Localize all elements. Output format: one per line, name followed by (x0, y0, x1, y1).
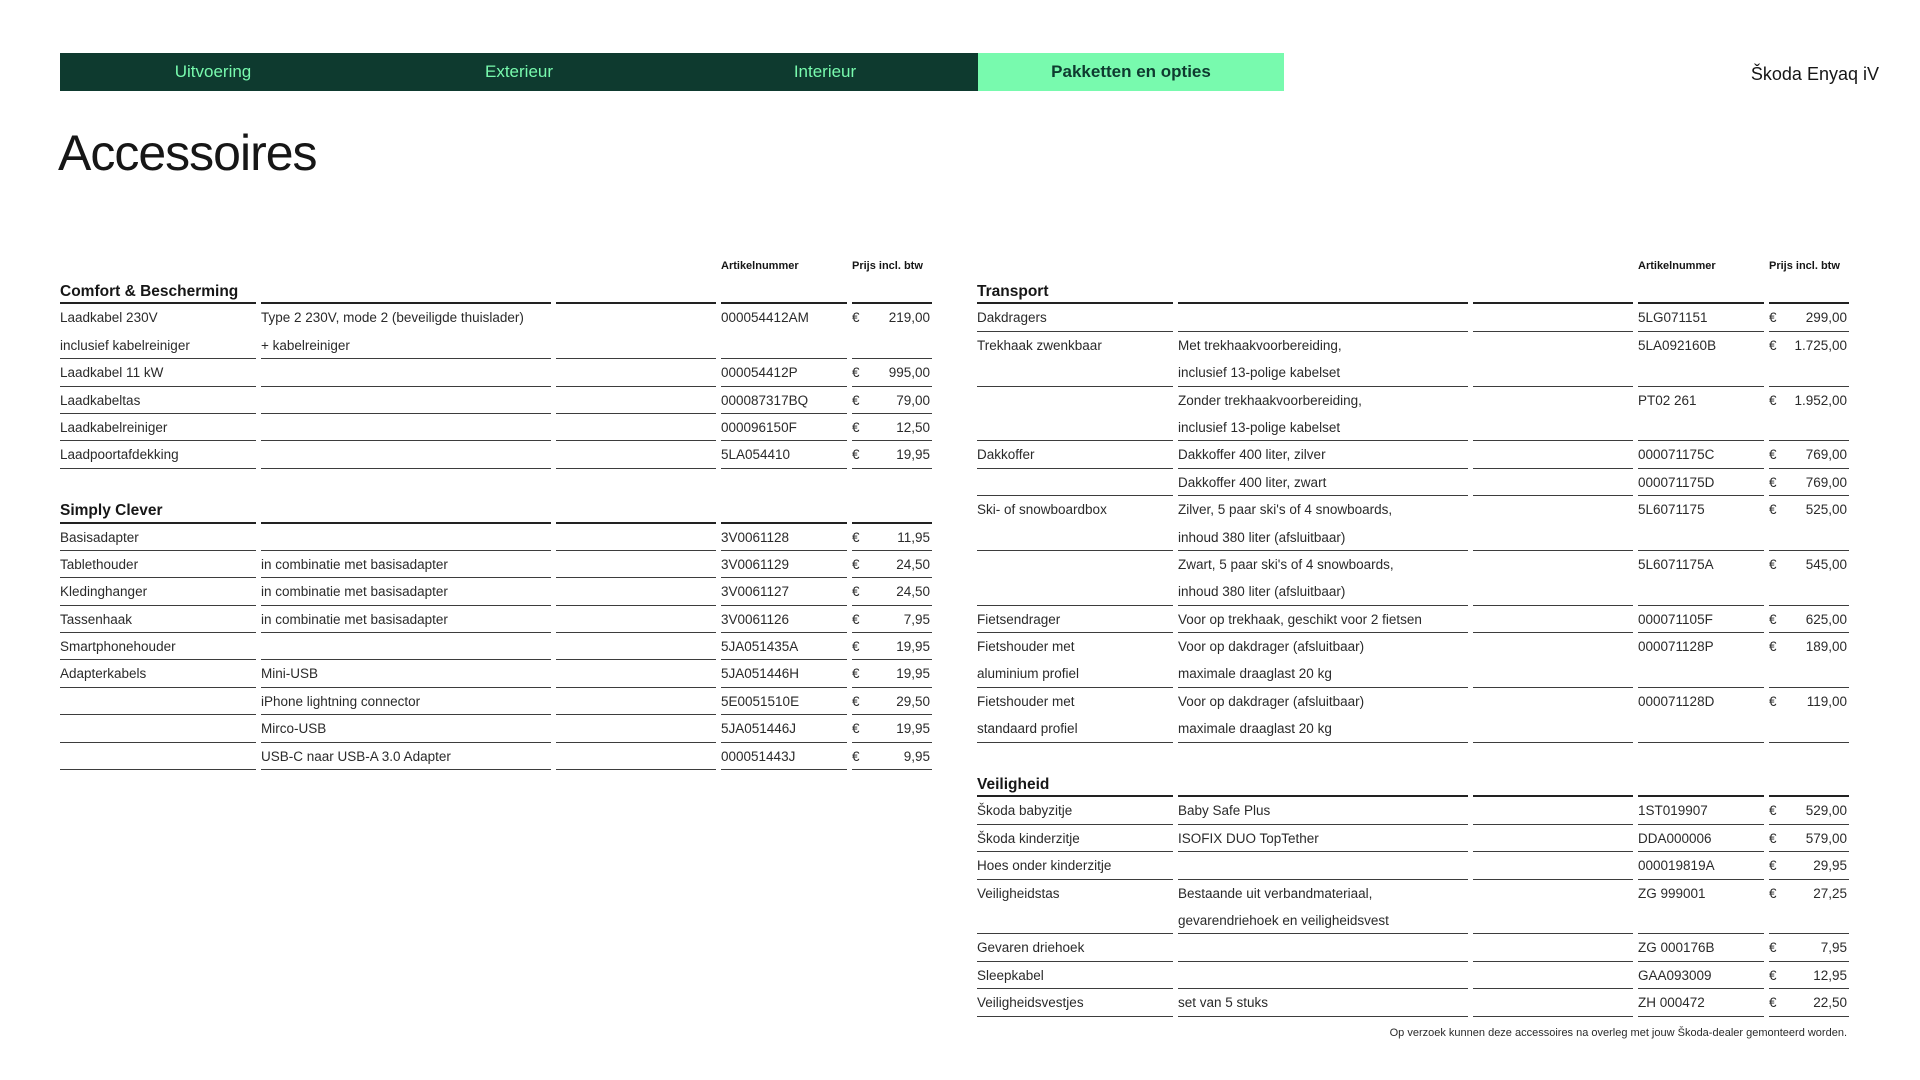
item-article-number (1638, 660, 1764, 687)
item-article-number: 5JA051446H (721, 660, 847, 687)
item-price (852, 606, 932, 633)
price-amount: 22,50 (1813, 995, 1847, 1011)
item-description: Mirco-USB (261, 715, 551, 742)
item-description: + kabelreiniger (261, 332, 551, 359)
item-description: Mini-USB (261, 660, 551, 687)
currency-symbol: € (1769, 639, 1777, 655)
section-title: Veiligheid (977, 770, 1173, 797)
item-article-number: 000051443J (721, 743, 847, 770)
currency-symbol: € (1769, 392, 1777, 408)
item-name: Gevaren driehoek (977, 934, 1173, 961)
item-spacer (1473, 441, 1633, 468)
item-article-number: 000071128P (1638, 639, 1714, 655)
item-article-number (1638, 907, 1764, 934)
item-name: Fietshouder met (977, 693, 1075, 709)
item-spacer (1473, 962, 1633, 989)
item-name: aluminium profiel (977, 660, 1173, 687)
item-description (261, 359, 551, 386)
section-rule (852, 277, 932, 304)
price-amount: 24,50 (896, 584, 930, 600)
section-title: Comfort & Bescherming (60, 277, 256, 304)
currency-symbol: € (1769, 693, 1777, 709)
column-header-article: Artikelnummer (1638, 260, 1716, 272)
item-description: inclusief 13-polige kabelset (1178, 359, 1468, 386)
currency-symbol: € (852, 447, 860, 463)
item-name: Laadkabel 11 kW (60, 359, 256, 386)
item-article-number: PT02 261 (1638, 392, 1697, 408)
item-article-number (1638, 524, 1764, 551)
item-description: Zonder trekhaakvoorbereiding, (1178, 392, 1362, 408)
item-description: maximale draaglast 20 kg (1178, 660, 1468, 687)
item-description (261, 524, 551, 551)
item-price (1769, 934, 1849, 961)
currency-symbol: € (1769, 858, 1777, 874)
item-description (1178, 934, 1468, 961)
price-amount: 219,00 (888, 310, 930, 326)
item-spacer (556, 688, 716, 715)
item-name (977, 414, 1173, 441)
item-price (852, 414, 932, 441)
section-rule (1769, 277, 1849, 304)
currency-symbol: € (852, 748, 860, 764)
item-name: Tablethouder (60, 551, 256, 578)
price-amount: 24,50 (896, 556, 930, 572)
item-description (261, 633, 551, 660)
price-amount: 299,00 (1805, 310, 1847, 326)
item-spacer (1473, 660, 1633, 687)
item-price (852, 387, 932, 414)
price-amount: 769,00 (1805, 474, 1847, 490)
item-description: set van 5 stuks (1178, 989, 1468, 1016)
item-price (852, 551, 932, 578)
item-description: Baby Safe Plus (1178, 797, 1468, 824)
item-name (977, 387, 1173, 414)
item-price (1769, 441, 1849, 468)
price-amount: 27,25 (1813, 885, 1847, 901)
item-spacer (1473, 688, 1633, 715)
item-article-number: DDA000006 (1638, 825, 1764, 852)
item-article-number: 5L6071175 (1638, 502, 1705, 518)
item-description: Voor op trekhaak, geschikt voor 2 fietsen (1178, 606, 1468, 633)
item-article-number: 000071105F (1638, 606, 1764, 633)
item-article-number: 000019819A (1638, 852, 1764, 879)
item-description: Type 2 230V, mode 2 (beveiligde thuislader) (261, 310, 524, 326)
item-article-number: 000071175D (1638, 469, 1764, 496)
currency-symbol: € (852, 666, 860, 682)
item-article-number: 5LA092160B (1638, 337, 1717, 353)
tab-interieur[interactable]: Interieur (672, 53, 978, 91)
item-description (1178, 852, 1468, 879)
item-article-number: 000087317BQ (721, 387, 847, 414)
item-name: Dakkoffer (977, 441, 1173, 468)
price-amount: 19,95 (896, 666, 930, 682)
item-price (852, 441, 932, 468)
item-spacer (556, 660, 716, 687)
tab-exterieur[interactable]: Exterieur (366, 53, 672, 91)
price-amount: 9,95 (903, 748, 930, 764)
price-amount: 29,95 (1813, 858, 1847, 874)
item-price (1769, 387, 1849, 414)
item-description: USB-C naar USB-A 3.0 Adapter (261, 743, 551, 770)
price-amount: 189,00 (1805, 639, 1847, 655)
item-price (1769, 332, 1849, 359)
price-amount: 525,00 (1805, 502, 1847, 518)
item-article-number (721, 332, 847, 359)
item-price (1769, 989, 1849, 1016)
item-spacer (1473, 880, 1633, 907)
item-name: Basisadapter (60, 524, 256, 551)
item-price (852, 332, 932, 359)
currency-symbol: € (852, 419, 860, 435)
item-article-number: 000054412P (721, 359, 847, 386)
item-description: inhoud 380 liter (afsluitbaar) (1178, 524, 1468, 551)
item-description: Dakkoffer 400 liter, zilver (1178, 441, 1468, 468)
item-description: Met trekhaakvoorbereiding, (1178, 337, 1342, 353)
footnote: Op verzoek kunnen deze accessoires na overleg met jouw Škoda-dealer gemonteerd worden. (1389, 1027, 1847, 1039)
item-description: inhoud 380 liter (afsluitbaar) (1178, 578, 1468, 605)
item-description: in combinatie met basisadapter (261, 606, 551, 633)
item-spacer (1473, 496, 1633, 523)
section-rule (1638, 277, 1764, 304)
item-price (1769, 469, 1849, 496)
item-article-number: 5JA051435A (721, 633, 847, 660)
price-amount: 1.952,00 (1794, 392, 1847, 408)
currency-symbol: € (1769, 967, 1777, 983)
item-article-number: 000071175C (1638, 441, 1764, 468)
item-description: inclusief 13-polige kabelset (1178, 414, 1468, 441)
section-rule (1178, 277, 1468, 304)
item-spacer (1473, 359, 1633, 386)
price-amount: 12,50 (896, 419, 930, 435)
price-amount: 995,00 (888, 365, 930, 381)
currency-symbol: € (1769, 995, 1777, 1011)
price-amount: 529,00 (1805, 803, 1847, 819)
item-spacer (556, 414, 716, 441)
currency-symbol: € (1769, 940, 1777, 956)
item-name: Smartphonehouder (60, 633, 256, 660)
currency-symbol: € (852, 529, 860, 545)
item-description (261, 414, 551, 441)
item-spacer (1473, 469, 1633, 496)
item-name: Laadkabeltas (60, 387, 256, 414)
price-amount: 545,00 (1805, 556, 1847, 572)
item-name (977, 524, 1173, 551)
item-price (852, 743, 932, 770)
item-price (852, 524, 932, 551)
item-spacer (1473, 989, 1633, 1016)
item-spacer (556, 606, 716, 633)
item-name: Fietshouder met (977, 639, 1075, 655)
item-name: Adapterkabels (60, 660, 256, 687)
item-price (1769, 715, 1849, 742)
item-spacer (1473, 551, 1633, 578)
item-spacer (1473, 633, 1633, 660)
section-nav (60, 53, 1284, 91)
item-name (60, 688, 256, 715)
item-price (1769, 688, 1849, 715)
item-spacer (556, 524, 716, 551)
item-price (1769, 496, 1849, 523)
item-name (60, 715, 256, 742)
item-name (60, 743, 256, 770)
item-description (1178, 962, 1468, 989)
item-description: Dakkoffer 400 liter, zwart (1178, 469, 1468, 496)
currency-symbol: € (1769, 830, 1777, 846)
item-description (261, 387, 551, 414)
currency-symbol: € (1769, 447, 1777, 463)
item-article-number: 000096150F (721, 414, 847, 441)
currency-symbol: € (852, 310, 860, 326)
price-amount: 19,95 (896, 639, 930, 655)
price-amount: 119,00 (1806, 693, 1847, 709)
item-article-number: 5JA051446J (721, 715, 847, 742)
currency-symbol: € (1769, 556, 1777, 572)
item-spacer (556, 304, 716, 331)
item-spacer (1473, 715, 1633, 742)
item-article-number: 3V0061127 (721, 578, 847, 605)
item-article-number: 3V0061128 (721, 524, 847, 551)
item-price (1769, 551, 1849, 578)
item-price (1769, 606, 1849, 633)
item-name: Veiligheidsvestjes (977, 989, 1173, 1016)
item-price (1769, 797, 1849, 824)
item-description: iPhone lightning connector (261, 688, 551, 715)
section-rule (852, 496, 932, 523)
item-description: Voor op dakdrager (afsluitbaar) (1178, 639, 1365, 655)
currency-symbol: € (1769, 885, 1777, 901)
price-amount: 19,95 (896, 447, 930, 463)
item-description: gevarendriehoek en veiligheidsvest (1178, 907, 1468, 934)
item-name: inclusief kabelreiniger (60, 332, 256, 359)
item-price (1769, 660, 1849, 687)
price-amount: 579,00 (1805, 830, 1847, 846)
item-description (1178, 304, 1468, 331)
item-description: in combinatie met basisadapter (261, 578, 551, 605)
item-article-number: 5L6071175A (1638, 556, 1714, 572)
item-spacer (1473, 852, 1633, 879)
brand-model-name: Škoda Enyaq iV (1750, 64, 1879, 84)
item-name (977, 551, 1173, 578)
section-rule (1769, 770, 1849, 797)
section-rule (556, 277, 716, 304)
section-rule (721, 496, 847, 523)
section-rule (1473, 770, 1633, 797)
item-article-number: 1ST019907 (1638, 797, 1764, 824)
section-title: Simply Clever (60, 496, 256, 523)
item-price (1769, 359, 1849, 386)
tab-pakketten-en-opties[interactable]: Pakketten en opties (978, 53, 1284, 91)
item-name: Dakdragers (977, 304, 1173, 331)
item-article-number: 5LA054410 (721, 441, 847, 468)
item-name: Kledinghanger (60, 578, 256, 605)
item-article-number: 000054412AM (721, 310, 809, 326)
price-amount: 29,50 (896, 693, 930, 709)
item-price (852, 633, 932, 660)
column-header-price: Prijs incl. btw (1769, 260, 1840, 272)
item-description: in combinatie met basisadapter (261, 551, 551, 578)
item-spacer (556, 578, 716, 605)
section-rule (261, 496, 551, 523)
item-article-number (1638, 715, 1764, 742)
item-spacer (556, 743, 716, 770)
item-name: Hoes onder kinderzitje (977, 852, 1173, 879)
item-price (852, 578, 932, 605)
price-amount: 625,00 (1805, 611, 1847, 627)
column-header-price: Prijs incl. btw (852, 260, 923, 272)
item-spacer (556, 551, 716, 578)
item-price (852, 304, 932, 331)
item-spacer (556, 387, 716, 414)
price-amount: 7,95 (903, 611, 930, 627)
item-article-number: 3V0061129 (721, 551, 847, 578)
item-spacer (556, 332, 716, 359)
item-price (1769, 578, 1849, 605)
item-price (852, 688, 932, 715)
item-spacer (556, 441, 716, 468)
page-title: Accessoires (58, 125, 317, 181)
section-rule (1638, 770, 1764, 797)
item-spacer (1473, 578, 1633, 605)
item-price (852, 359, 932, 386)
section-title: Transport (977, 277, 1173, 304)
section-rule (1473, 277, 1633, 304)
item-price (1769, 304, 1849, 331)
item-name: Laadkabelreiniger (60, 414, 256, 441)
currency-symbol: € (852, 721, 860, 737)
currency-symbol: € (852, 639, 860, 655)
tab-uitvoering[interactable]: Uitvoering (60, 53, 366, 91)
item-price (1769, 414, 1849, 441)
item-spacer (556, 633, 716, 660)
item-name: standaard profiel (977, 715, 1173, 742)
item-spacer (1473, 797, 1633, 824)
item-name: Tassenhaak (60, 606, 256, 633)
item-article-number: 3V0061126 (721, 606, 847, 633)
item-name: Laadpoortafdekking (60, 441, 256, 468)
item-price (1769, 907, 1849, 934)
price-amount: 12,95 (1813, 967, 1847, 983)
currency-symbol: € (852, 556, 860, 572)
item-description: Zwart, 5 paar ski's of 4 snowboards, (1178, 556, 1394, 572)
item-name: Ski- of snowboardbox (977, 502, 1107, 518)
item-spacer (1473, 332, 1633, 359)
section-rule (1178, 770, 1468, 797)
currency-symbol: € (1769, 611, 1777, 627)
currency-symbol: € (1769, 310, 1777, 326)
item-spacer (1473, 414, 1633, 441)
currency-symbol: € (852, 365, 860, 381)
currency-symbol: € (1769, 803, 1777, 819)
item-name (977, 469, 1173, 496)
item-article-number: 5E0051510E (721, 688, 847, 715)
item-article-number: GAA093009 (1638, 962, 1764, 989)
item-price (1769, 524, 1849, 551)
item-name: Škoda kinderzitje (977, 825, 1173, 852)
item-description (261, 441, 551, 468)
item-spacer (1473, 304, 1633, 331)
item-name: Trekhaak zwenkbaar (977, 337, 1102, 353)
item-article-number: 5LG071151 (1638, 304, 1764, 331)
item-name (977, 907, 1173, 934)
item-price (1769, 852, 1849, 879)
currency-symbol: € (1769, 337, 1777, 353)
item-article-number: ZG 000176B (1638, 934, 1764, 961)
currency-symbol: € (1769, 502, 1777, 518)
column-header-article: Artikelnummer (721, 260, 799, 272)
item-article-number (1638, 414, 1764, 441)
item-spacer (556, 715, 716, 742)
currency-symbol: € (852, 584, 860, 600)
item-name (977, 359, 1173, 386)
item-name: Škoda babyzitje (977, 797, 1173, 824)
item-price (1769, 880, 1849, 907)
item-name: Sleepkabel (977, 962, 1173, 989)
section-rule (556, 496, 716, 523)
item-description: maximale draaglast 20 kg (1178, 715, 1468, 742)
item-description: Zilver, 5 paar ski's of 4 snowboards, (1178, 502, 1393, 518)
item-spacer (1473, 934, 1633, 961)
item-description: Bestaande uit verbandmateriaal, (1178, 885, 1373, 901)
section-rule (261, 277, 551, 304)
item-price (1769, 633, 1849, 660)
price-amount: 19,95 (896, 721, 930, 737)
section-rule (721, 277, 847, 304)
item-name: Fietsendrager (977, 606, 1173, 633)
item-article-number: ZH 000472 (1638, 989, 1764, 1016)
item-spacer (1473, 387, 1633, 414)
currency-symbol: € (1769, 474, 1777, 490)
item-spacer (1473, 825, 1633, 852)
price-amount: 11,95 (897, 529, 930, 545)
item-description: ISOFIX DUO TopTether (1178, 825, 1468, 852)
currency-symbol: € (852, 611, 860, 627)
item-spacer (1473, 907, 1633, 934)
currency-symbol: € (852, 693, 860, 709)
item-name: Veiligheidstas (977, 885, 1060, 901)
item-spacer (1473, 524, 1633, 551)
item-price (1769, 962, 1849, 989)
item-description: Voor op dakdrager (afsluitbaar) (1178, 693, 1365, 709)
item-article-number: ZG 999001 (1638, 885, 1706, 901)
currency-symbol: € (852, 392, 860, 408)
item-article-number (1638, 359, 1764, 386)
price-amount: 1.725,00 (1794, 337, 1847, 353)
item-price (852, 715, 932, 742)
item-name (977, 578, 1173, 605)
price-amount: 769,00 (1805, 447, 1847, 463)
item-article-number: 000071128D (1638, 693, 1715, 709)
item-spacer (556, 359, 716, 386)
price-amount: 7,95 (1820, 940, 1847, 956)
price-amount: 79,00 (896, 392, 930, 408)
item-price (1769, 825, 1849, 852)
item-article-number (1638, 578, 1764, 605)
item-price (852, 660, 932, 687)
item-name: Laadkabel 230V (60, 310, 158, 326)
item-spacer (1473, 606, 1633, 633)
